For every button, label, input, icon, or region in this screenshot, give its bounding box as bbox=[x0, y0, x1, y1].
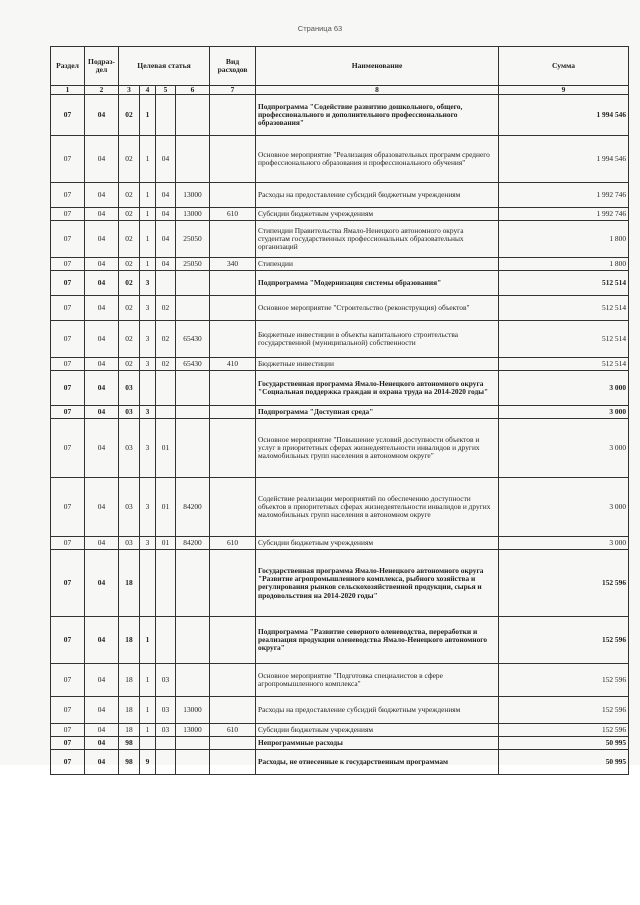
table-row bbox=[51, 737, 629, 750]
cell-sum: 3 000 bbox=[499, 406, 629, 419]
cell-section: 07 bbox=[51, 271, 85, 296]
cell-sum: 512 514 bbox=[499, 321, 629, 358]
cell-name: Бюджетные инвестиции в объекты капитального строительства государственной (муниципальной) собственности bbox=[256, 321, 499, 358]
cell-sum: 1 800 bbox=[499, 258, 629, 271]
table-row bbox=[51, 419, 629, 478]
cell-expense-type bbox=[210, 371, 256, 406]
cell-subprogram: 1 bbox=[140, 697, 156, 724]
cell-subprogram: 1 bbox=[140, 617, 156, 664]
cell-activity: 01 bbox=[156, 537, 176, 550]
cell-name: Основное мероприятие "Подготовка специалистов в сфере агропромышленного комплекса" bbox=[256, 664, 499, 697]
cell-program: 02 bbox=[119, 221, 140, 258]
cell-sum: 512 514 bbox=[499, 296, 629, 321]
cell-program: 03 bbox=[119, 419, 140, 478]
cell-expense-type: 610 bbox=[210, 724, 256, 737]
cell-direction bbox=[176, 419, 210, 478]
cell-subsection: 04 bbox=[85, 697, 119, 724]
cell-activity bbox=[156, 737, 176, 750]
table-row bbox=[51, 406, 629, 419]
cell-program: 18 bbox=[119, 697, 140, 724]
cell-program: 03 bbox=[119, 406, 140, 419]
cell-direction bbox=[176, 664, 210, 697]
cell-program: 02 bbox=[119, 136, 140, 183]
cell-sum: 1 994 546 bbox=[499, 95, 629, 136]
cell-section: 07 bbox=[51, 478, 85, 537]
cell-subprogram: 1 bbox=[140, 95, 156, 136]
cell-direction bbox=[176, 271, 210, 296]
cell-expense-type: 410 bbox=[210, 358, 256, 371]
header-sum: Сумма bbox=[499, 47, 629, 86]
cell-sum: 50 995 bbox=[499, 750, 629, 775]
cell-name: Содействие реализации мероприятий по обеспечению доступности объектов в приоритетных сферах жизнедеятельности инвалидов и других маломобильных групп населения в автономном округе bbox=[256, 478, 499, 537]
column-number: 3 bbox=[119, 86, 140, 95]
cell-direction bbox=[176, 617, 210, 664]
cell-expense-type bbox=[210, 664, 256, 697]
header-target-item: Целевая статья bbox=[119, 47, 210, 86]
cell-program: 03 bbox=[119, 371, 140, 406]
cell-name: Подпрограмма "Развитие северного оленеводства, переработки и реализация продукции оленеводства Ямало-Ненецкого автономного округа" bbox=[256, 617, 499, 664]
cell-section: 07 bbox=[51, 95, 85, 136]
cell-subprogram bbox=[140, 371, 156, 406]
cell-expense-type bbox=[210, 271, 256, 296]
cell-name: Основное мероприятие "Повышение условий доступности объектов и услуг в приоритетных сферах жизнедеятельности инвалидов и других маломобильных групп населения в автономном округе" bbox=[256, 419, 499, 478]
table-row bbox=[51, 617, 629, 664]
cell-name: Подпрограмма "Содействие развитию дошкольного, общего, профессионального и дополнительного профессионального образования" bbox=[256, 95, 499, 136]
cell-expense-type bbox=[210, 183, 256, 208]
cell-section: 07 bbox=[51, 358, 85, 371]
cell-program: 02 bbox=[119, 271, 140, 296]
cell-activity: 04 bbox=[156, 136, 176, 183]
cell-subprogram: 1 bbox=[140, 183, 156, 208]
cell-activity: 02 bbox=[156, 296, 176, 321]
cell-sum: 50 995 bbox=[499, 737, 629, 750]
cell-name: Государственная программа Ямало-Ненецкого автономного округа "Развитие агропромышленного комплекса, рыбного хозяйства и регулирования рынков сельскохозяйственной продукции, сырья и продовольствия на 2014-2020 годы" bbox=[256, 550, 499, 617]
cell-subprogram: 1 bbox=[140, 664, 156, 697]
cell-subprogram: 1 bbox=[140, 724, 156, 737]
cell-sum: 1 800 bbox=[499, 221, 629, 258]
cell-name: Субсидии бюджетным учреждениям bbox=[256, 537, 499, 550]
cell-activity: 01 bbox=[156, 419, 176, 478]
cell-program: 02 bbox=[119, 358, 140, 371]
cell-subprogram: 3 bbox=[140, 358, 156, 371]
cell-direction: 13000 bbox=[176, 208, 210, 221]
cell-program: 02 bbox=[119, 183, 140, 208]
cell-activity bbox=[156, 271, 176, 296]
cell-expense-type bbox=[210, 296, 256, 321]
column-number: 4 bbox=[140, 86, 156, 95]
cell-direction bbox=[176, 750, 210, 775]
cell-subprogram: 1 bbox=[140, 221, 156, 258]
cell-subsection: 04 bbox=[85, 208, 119, 221]
cell-subsection: 04 bbox=[85, 550, 119, 617]
cell-subsection: 04 bbox=[85, 617, 119, 664]
cell-sum: 152 596 bbox=[499, 550, 629, 617]
cell-subsection: 04 bbox=[85, 371, 119, 406]
cell-subsection: 04 bbox=[85, 183, 119, 208]
cell-sum: 152 596 bbox=[499, 664, 629, 697]
table-row bbox=[51, 221, 629, 258]
cell-subsection: 04 bbox=[85, 419, 119, 478]
cell-activity: 03 bbox=[156, 724, 176, 737]
cell-subsection: 04 bbox=[85, 750, 119, 775]
table-row bbox=[51, 183, 629, 208]
cell-sum: 152 596 bbox=[499, 724, 629, 737]
cell-name: Подпрограмма "Доступная среда" bbox=[256, 406, 499, 419]
column-number-row bbox=[51, 86, 629, 95]
cell-section: 07 bbox=[51, 550, 85, 617]
table-row bbox=[51, 208, 629, 221]
cell-name: Субсидии бюджетным учреждениям bbox=[256, 724, 499, 737]
cell-section: 07 bbox=[51, 208, 85, 221]
cell-sum: 512 514 bbox=[499, 358, 629, 371]
table-row bbox=[51, 258, 629, 271]
cell-program: 18 bbox=[119, 550, 140, 617]
cell-section: 07 bbox=[51, 697, 85, 724]
cell-direction: 25050 bbox=[176, 221, 210, 258]
cell-activity: 01 bbox=[156, 478, 176, 537]
table-row bbox=[51, 724, 629, 737]
cell-subprogram: 1 bbox=[140, 208, 156, 221]
cell-section: 07 bbox=[51, 724, 85, 737]
cell-sum: 3 000 bbox=[499, 478, 629, 537]
cell-expense-type bbox=[210, 750, 256, 775]
cell-subprogram: 1 bbox=[140, 136, 156, 183]
cell-direction: 13000 bbox=[176, 697, 210, 724]
cell-sum: 3 000 bbox=[499, 537, 629, 550]
cell-section: 07 bbox=[51, 371, 85, 406]
cell-section: 07 bbox=[51, 136, 85, 183]
cell-direction: 25050 bbox=[176, 258, 210, 271]
cell-direction bbox=[176, 550, 210, 617]
cell-subsection: 04 bbox=[85, 296, 119, 321]
cell-name: Расходы на предоставление субсидий бюджетным учреждениям bbox=[256, 697, 499, 724]
cell-program: 02 bbox=[119, 258, 140, 271]
table-row bbox=[51, 136, 629, 183]
cell-expense-type bbox=[210, 419, 256, 478]
cell-subsection: 04 bbox=[85, 136, 119, 183]
header-subsection: Подраз-дел bbox=[85, 47, 119, 86]
column-number: 8 bbox=[256, 86, 499, 95]
cell-activity: 02 bbox=[156, 358, 176, 371]
cell-direction bbox=[176, 406, 210, 419]
header-name: Наименование bbox=[256, 47, 499, 86]
table-row bbox=[51, 95, 629, 136]
cell-expense-type bbox=[210, 95, 256, 136]
cell-subprogram: 9 bbox=[140, 750, 156, 775]
cell-subsection: 04 bbox=[85, 258, 119, 271]
page-number: Страница 63 bbox=[297, 24, 343, 33]
column-number: 9 bbox=[499, 86, 629, 95]
cell-direction: 84200 bbox=[176, 478, 210, 537]
cell-subprogram: 3 bbox=[140, 271, 156, 296]
cell-name: Стипендии Правительства Ямало-Ненецкого автономного округа студентам государственных профессиональных образовательных организаций bbox=[256, 221, 499, 258]
cell-program: 02 bbox=[119, 95, 140, 136]
cell-activity bbox=[156, 406, 176, 419]
table-row bbox=[51, 550, 629, 617]
cell-subsection: 04 bbox=[85, 358, 119, 371]
table-body bbox=[51, 95, 629, 775]
cell-expense-type: 340 bbox=[210, 258, 256, 271]
cell-sum: 1 992 746 bbox=[499, 208, 629, 221]
column-number: 7 bbox=[210, 86, 256, 95]
cell-section: 07 bbox=[51, 221, 85, 258]
cell-subsection: 04 bbox=[85, 724, 119, 737]
cell-sum: 512 514 bbox=[499, 271, 629, 296]
cell-direction: 84200 bbox=[176, 537, 210, 550]
table-row bbox=[51, 664, 629, 697]
header-expense-type: Вид расходов bbox=[210, 47, 256, 86]
cell-direction bbox=[176, 737, 210, 750]
cell-section: 07 bbox=[51, 321, 85, 358]
cell-program: 03 bbox=[119, 478, 140, 537]
cell-sum: 152 596 bbox=[499, 617, 629, 664]
cell-direction bbox=[176, 371, 210, 406]
cell-section: 07 bbox=[51, 750, 85, 775]
cell-section: 07 bbox=[51, 419, 85, 478]
cell-section: 07 bbox=[51, 183, 85, 208]
table-row bbox=[51, 371, 629, 406]
cell-subsection: 04 bbox=[85, 321, 119, 358]
cell-expense-type: 610 bbox=[210, 537, 256, 550]
cell-activity: 04 bbox=[156, 221, 176, 258]
cell-name: Основное мероприятие "Реализация образовательных программ среднего профессионального образования и профессионального обучения" bbox=[256, 136, 499, 183]
column-number: 6 bbox=[176, 86, 210, 95]
cell-name: Непрограммные расходы bbox=[256, 737, 499, 750]
table-row bbox=[51, 697, 629, 724]
cell-section: 07 bbox=[51, 537, 85, 550]
table-row bbox=[51, 271, 629, 296]
cell-name: Бюджетные инвестиции bbox=[256, 358, 499, 371]
cell-section: 07 bbox=[51, 258, 85, 271]
cell-subsection: 04 bbox=[85, 737, 119, 750]
cell-sum: 3 000 bbox=[499, 419, 629, 478]
column-number: 1 bbox=[51, 86, 85, 95]
cell-expense-type bbox=[210, 617, 256, 664]
cell-activity: 04 bbox=[156, 208, 176, 221]
cell-direction bbox=[176, 95, 210, 136]
cell-program: 18 bbox=[119, 617, 140, 664]
cell-direction bbox=[176, 136, 210, 183]
table-row bbox=[51, 358, 629, 371]
cell-program: 18 bbox=[119, 664, 140, 697]
cell-name: Субсидии бюджетным учреждениям bbox=[256, 208, 499, 221]
table-row bbox=[51, 537, 629, 550]
cell-expense-type bbox=[210, 406, 256, 419]
cell-activity bbox=[156, 95, 176, 136]
cell-expense-type bbox=[210, 221, 256, 258]
table-row bbox=[51, 321, 629, 358]
cell-expense-type bbox=[210, 136, 256, 183]
cell-sum: 3 000 bbox=[499, 371, 629, 406]
cell-activity: 04 bbox=[156, 183, 176, 208]
table-row bbox=[51, 478, 629, 537]
cell-subsection: 04 bbox=[85, 271, 119, 296]
cell-expense-type bbox=[210, 737, 256, 750]
table-row bbox=[51, 750, 629, 775]
cell-expense-type: 610 bbox=[210, 208, 256, 221]
cell-subprogram: 3 bbox=[140, 321, 156, 358]
cell-name: Стипендии bbox=[256, 258, 499, 271]
cell-subprogram: 3 bbox=[140, 419, 156, 478]
header-section: Раздел bbox=[51, 47, 85, 86]
cell-subprogram: 1 bbox=[140, 258, 156, 271]
budget-table bbox=[50, 46, 629, 775]
cell-expense-type bbox=[210, 550, 256, 617]
cell-direction: 13000 bbox=[176, 183, 210, 208]
table-row bbox=[51, 296, 629, 321]
cell-sum: 152 596 bbox=[499, 697, 629, 724]
cell-activity: 04 bbox=[156, 258, 176, 271]
cell-direction bbox=[176, 296, 210, 321]
cell-activity bbox=[156, 617, 176, 664]
cell-activity: 03 bbox=[156, 697, 176, 724]
cell-subprogram: 3 bbox=[140, 537, 156, 550]
cell-name: Подпрограмма "Модернизация системы образования" bbox=[256, 271, 499, 296]
cell-subsection: 04 bbox=[85, 221, 119, 258]
cell-subprogram: 3 bbox=[140, 406, 156, 419]
cell-direction: 13000 bbox=[176, 724, 210, 737]
cell-subsection: 04 bbox=[85, 406, 119, 419]
cell-subsection: 04 bbox=[85, 478, 119, 537]
cell-subprogram bbox=[140, 550, 156, 617]
cell-sum: 1 994 546 bbox=[499, 136, 629, 183]
column-number: 2 bbox=[85, 86, 119, 95]
cell-subsection: 04 bbox=[85, 537, 119, 550]
cell-expense-type bbox=[210, 321, 256, 358]
cell-section: 07 bbox=[51, 617, 85, 664]
cell-program: 98 bbox=[119, 737, 140, 750]
cell-subprogram: 3 bbox=[140, 296, 156, 321]
header-row bbox=[51, 47, 629, 86]
cell-program: 98 bbox=[119, 750, 140, 775]
cell-name: Расходы, не отнесенные к государственным программам bbox=[256, 750, 499, 775]
cell-program: 18 bbox=[119, 724, 140, 737]
cell-section: 07 bbox=[51, 737, 85, 750]
cell-program: 02 bbox=[119, 296, 140, 321]
cell-activity bbox=[156, 550, 176, 617]
cell-subsection: 04 bbox=[85, 664, 119, 697]
cell-name: Государственная программа Ямало-Ненецкого автономного округа "Социальная поддержка граждан и охрана труда на 2014-2020 годы" bbox=[256, 371, 499, 406]
cell-name: Расходы на предоставление субсидий бюджетным учреждениям bbox=[256, 183, 499, 208]
cell-program: 02 bbox=[119, 208, 140, 221]
cell-direction: 65430 bbox=[176, 321, 210, 358]
cell-expense-type bbox=[210, 478, 256, 537]
cell-subprogram bbox=[140, 737, 156, 750]
cell-activity bbox=[156, 750, 176, 775]
cell-activity: 03 bbox=[156, 664, 176, 697]
cell-subsection: 04 bbox=[85, 95, 119, 136]
cell-sum: 1 992 746 bbox=[499, 183, 629, 208]
cell-activity bbox=[156, 371, 176, 406]
cell-section: 07 bbox=[51, 406, 85, 419]
cell-section: 07 bbox=[51, 296, 85, 321]
cell-program: 02 bbox=[119, 321, 140, 358]
cell-expense-type bbox=[210, 697, 256, 724]
cell-subprogram: 3 bbox=[140, 478, 156, 537]
cell-section: 07 bbox=[51, 664, 85, 697]
cell-direction: 65430 bbox=[176, 358, 210, 371]
cell-program: 03 bbox=[119, 537, 140, 550]
column-number: 5 bbox=[156, 86, 176, 95]
cell-name: Основное мероприятие "Строительство (реконструкция) объектов" bbox=[256, 296, 499, 321]
cell-activity: 02 bbox=[156, 321, 176, 358]
